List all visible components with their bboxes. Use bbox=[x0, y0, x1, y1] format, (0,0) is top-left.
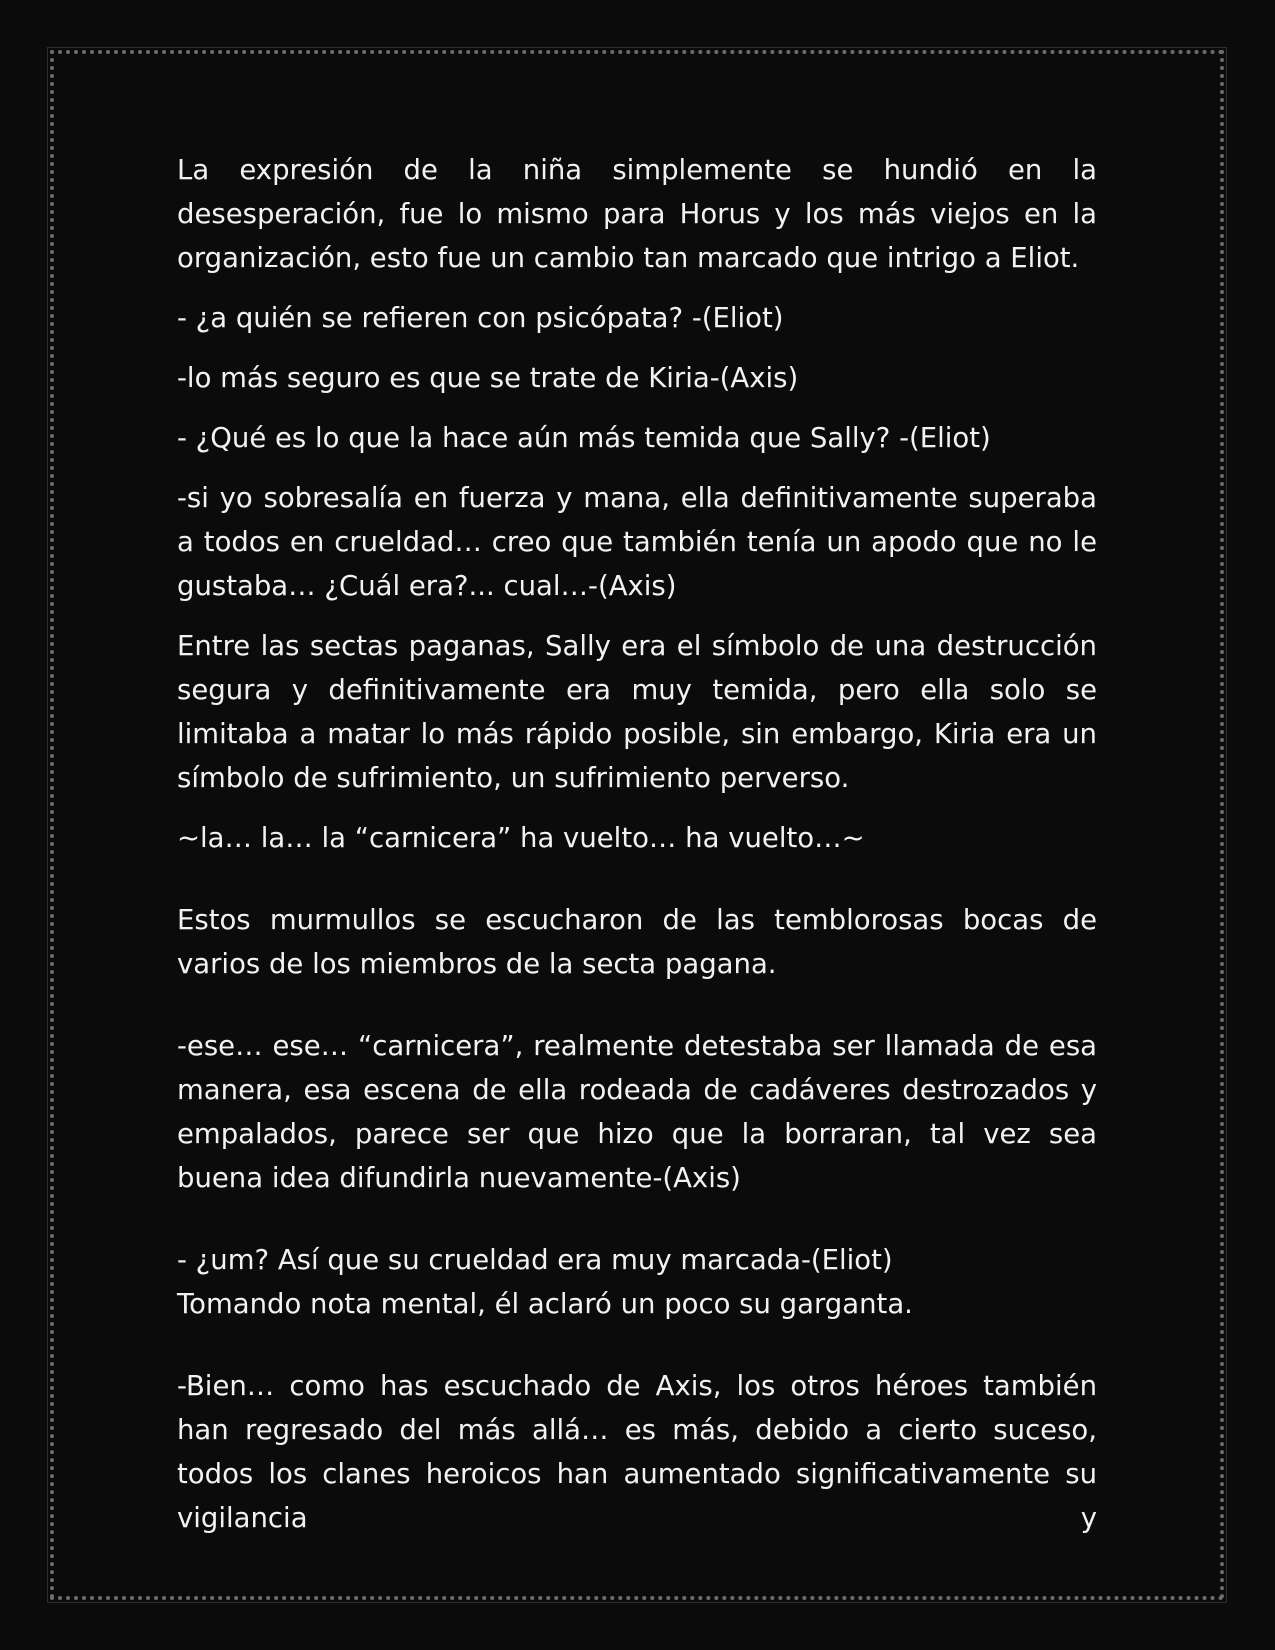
paragraph: La expresión de la niña simplemente se hundió en la desesperación, fue lo mismo para Horus y los más viejos en la organización, esto fue un cambio tan marcado que intrigo a Eliot. bbox=[177, 154, 1097, 274]
dialogue-line: -si yo sobresalía en fuerza y mana, ella definitivamente superaba a todos en crueldad… creo que también tenía un apodo que no le gustaba… ¿Cuál era?... cual…-(Axis) bbox=[177, 482, 1097, 602]
dialogue-line: -lo más seguro es que se trate de Kiria-(Axis) bbox=[177, 362, 799, 394]
whisper-line: ~la… la… la “carnicera” ha vuelto… ha vuelto…~ bbox=[177, 822, 865, 854]
paragraph: Estos murmullos se escucharon de las temblorosas bocas de varios de los miembros de la secta pagana. bbox=[177, 904, 1097, 980]
document-body bbox=[177, 148, 1097, 1540]
dialogue-line: - ¿a quién se refieren con psicópata? -(Eliot) bbox=[177, 302, 784, 334]
dialogue-line: - ¿um? Así que su crueldad era muy marcada-(Eliot) bbox=[177, 1244, 893, 1276]
dialogue-line: -Bien… como has escuchado de Axis, los otros héroes también han regresado del más allá… es más, debido a cierto suceso, todos los clanes heroicos han aumentado significativamente su vigilancia y bbox=[177, 1370, 1097, 1534]
dialogue-line: - ¿Qué es lo que la hace aún más temida que Sally? -(Eliot) bbox=[177, 422, 991, 454]
dialogue-line: -ese… ese… “carnicera”, realmente detestaba ser llamada de esa manera, esa escena de ella rodeada de cadáveres destrozados y empalados, parece ser que hizo que la borraran, tal vez sea buena idea difundirla nuevamente-(Axis) bbox=[177, 1030, 1097, 1194]
paragraph: Entre las sectas paganas, Sally era el símbolo de una destrucción segura y definitivamente era muy temida, pero ella solo se limitaba a matar lo más rápido posible, sin embargo, Kiria era un símbolo de sufrimiento, un sufrimiento perverso. bbox=[177, 630, 1097, 794]
paragraph: Tomando nota mental, él aclaró un poco su garganta. bbox=[177, 1288, 913, 1320]
